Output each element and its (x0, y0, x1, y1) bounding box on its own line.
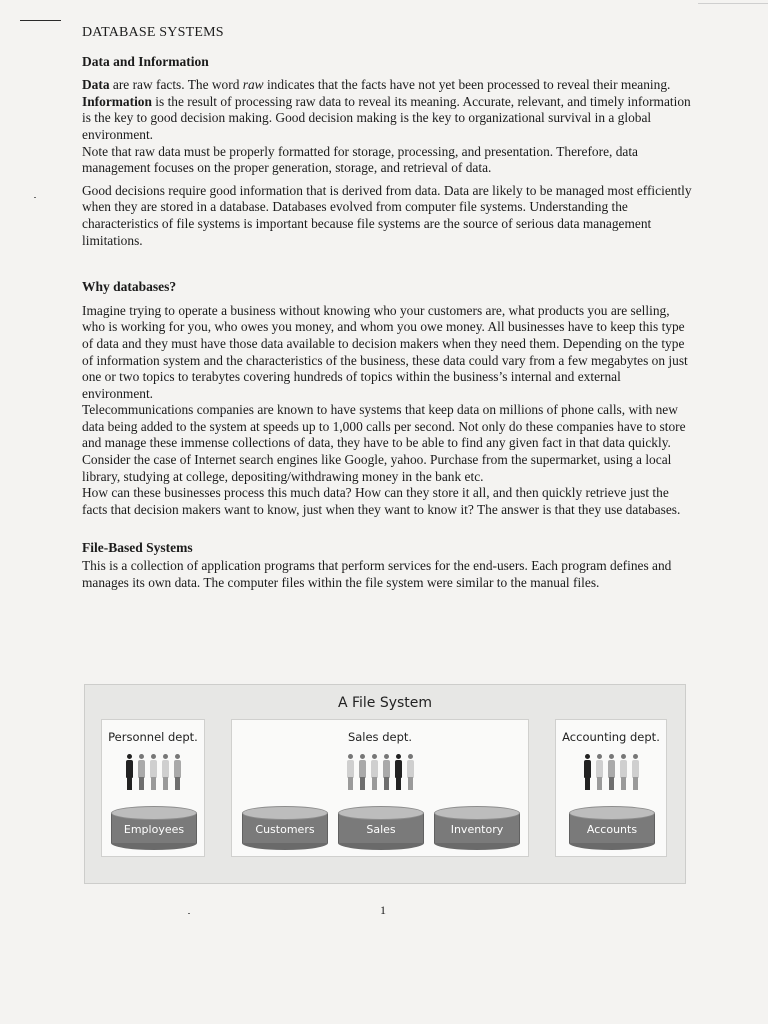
person-icon (125, 754, 134, 790)
person-icon (583, 754, 592, 790)
database-cylinder-inventory (434, 806, 520, 850)
section-heading-file-based-systems: File-Based Systems (82, 540, 193, 556)
staff-icons (102, 754, 204, 790)
person-icon (137, 754, 146, 790)
paragraph-data-definition (82, 77, 692, 143)
corner-rule-right (698, 3, 768, 4)
paragraph-business-data: Imagine trying to operate a business without knowing who your customers are, what products you are selling, who is working for you, who owes you money, and whom you owe money. All businesses have to keep this type of data and they must have those data available to decision makers when they need them. Depending on the type of information system and the characteristics of the business, these data could vary from a few megabytes on just one or two topics to terabytes covering hundreds of topics within the business’s internal and external environment. (82, 302, 688, 401)
database-cylinder-customers (242, 806, 328, 850)
document-title: DATABASE SYSTEMS (82, 25, 224, 40)
paragraph-how-process: How can these businesses process this much data? How can they store it all, and then quickly retrieve just the facts that decision makers want to know, just when they want to know it? The answer is that they use databases. (82, 485, 681, 517)
department-name: Personnel dept. (108, 730, 198, 744)
person-icon (346, 754, 355, 790)
text-segment: are raw facts. The word (109, 77, 243, 93)
person-icon (394, 754, 403, 790)
database-label: Customers (255, 823, 315, 836)
paragraph-file-based: This is a collection of application programs that perform services for the end-users. Each program defines and manages its own data. The computer files within the file system were similar to the manual files. (82, 558, 672, 590)
database-label: Inventory (450, 823, 504, 836)
department-box-sales (231, 719, 529, 857)
database-label: Sales (366, 823, 396, 836)
paragraph-good-decisions: Good decisions require good information that is derived from data. Data are likely to be managed most efficiently when they are stored in a database. Databases evolved from computer file systems. Understanding the characteristics of file systems is important because file systems are the source of serious data management limitations. (82, 182, 692, 248)
paragraph-telecommunications: Telecommunications companies are known to have systems that keep data on millions of phone calls, with new data being added to the system at speeds up to 1,000 calls per second. Not only do these companies have to store and manage these immense collections of data, they have to be able to find any given fact in that data quickly. Consider the case of Internet search engines like Google, yahoo. Purchase from the supermarket, using a local library, studying at college, depositing/withdrawing money in the bank etc. (82, 402, 686, 484)
department-box-accounting (555, 719, 667, 857)
person-icon (607, 754, 616, 790)
person-icon (161, 754, 170, 790)
section-heading-why-databases: Why databases? (82, 279, 177, 295)
database-cylinder-sales (338, 806, 424, 850)
scan-speck (188, 913, 190, 914)
scan-speck (34, 197, 36, 198)
person-icon (631, 754, 640, 790)
figure-title: A File System (337, 695, 433, 711)
staff-icons (232, 754, 528, 790)
person-icon (619, 754, 628, 790)
text-segment: indicates that the facts have not yet been processed to reveal their meaning. (263, 77, 671, 93)
file-system-figure (84, 684, 686, 884)
document-page (82, 25, 692, 591)
section-heading-data-information: Data and Information (82, 53, 209, 69)
department-name: Accounting dept. (562, 730, 660, 744)
department-name: Sales dept. (347, 730, 413, 744)
person-icon (595, 754, 604, 790)
paragraph-raw-data-note: Note that raw data must be properly formatted for storage, processing, and presentation. Therefore, data management focuses on the proper generation, storage, and retrieval of data. (82, 143, 639, 176)
term-raw: raw (242, 77, 264, 93)
database-cylinder-employees (111, 806, 197, 850)
person-icon (406, 754, 415, 790)
person-icon (382, 754, 391, 790)
database-cylinder-accounts (569, 806, 655, 850)
text-segment: is the result of processing raw data to reveal its meaning. Accurate, relevant, and timely information is the key to good decision making. Good decision making is the key to organizational survival in a global environment. (82, 93, 691, 142)
department-box-personnel (101, 719, 205, 857)
person-icon (173, 754, 182, 790)
term-information: Information (82, 93, 152, 109)
term-data: Data (82, 77, 110, 93)
corner-rule (20, 20, 61, 21)
person-icon (149, 754, 158, 790)
person-icon (358, 754, 367, 790)
staff-icons (556, 754, 666, 790)
database-label: Accounts (586, 823, 638, 836)
page-number: 1 (380, 903, 386, 917)
database-label: Employees (123, 823, 185, 836)
person-icon (370, 754, 379, 790)
